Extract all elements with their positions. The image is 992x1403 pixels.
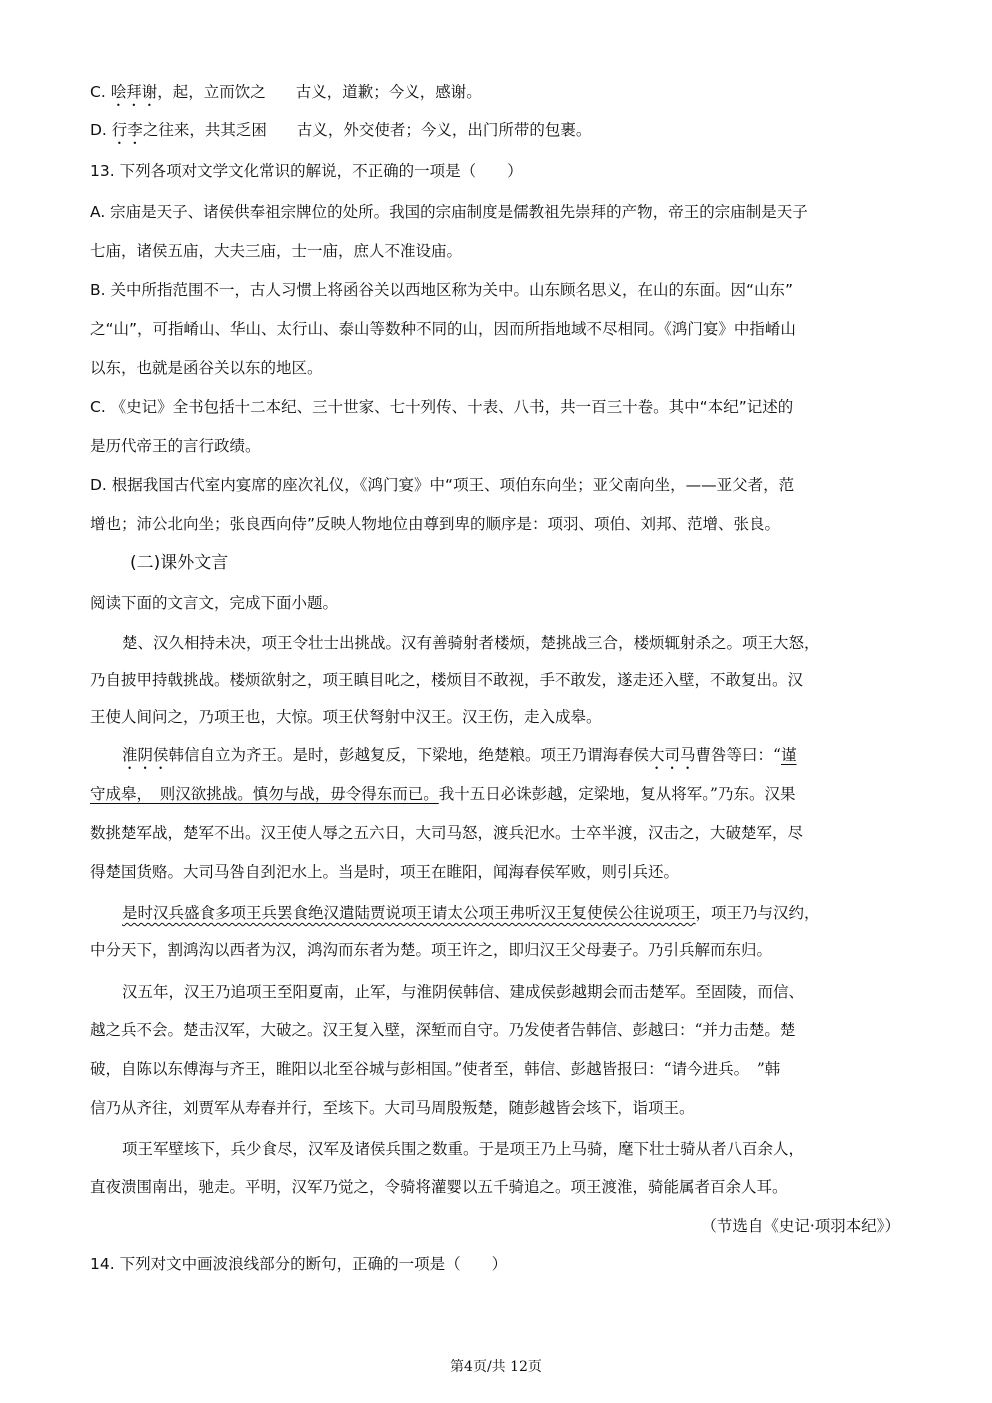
dotted-term: 行李 [111,121,143,139]
passage-line [90,783,795,805]
passage-line [122,744,797,773]
passage-line: 得楚国货赂。大司马咎自刭汜水上。当是时，项王在睢阳，闻海春侯军败，则引兵还。 [90,863,680,881]
passage-line: 王使人间问之，乃项王也，大惊。项王伏弩射中汉王。汉王伤，走入成皋。 [90,708,602,726]
dotted-term: 哙拜谢 [110,83,158,101]
q13-option-c-line: C. 《史记》全书包括十二本纪、三十世家、七十列传、十表、八书，共一百三十卷。其中“本纪”记述的 [90,398,794,416]
q13-stem: 13. 下列各项对文学文化常识的解说，不正确的一项是（ ） [90,162,523,180]
option-text: ，起，立而饮之 [157,83,266,101]
section-instruction: 阅读下面的文言文，完成下面小题。 [90,594,339,612]
option-gloss: 古义，道歉；今义，感谢。 [295,83,482,101]
section-heading: (二)课外文言 [130,553,229,573]
q12-option-d [90,119,591,148]
passage-line: 汉五年，汉王乃追项王至阳夏南，止军，与淮阴侯韩信、建成侯彭越期会而击楚军。至固陵，而信、 [122,983,805,1001]
passage-line: 越之兵不会。楚击汉军，大破之。汉王复入壁，深堑而自守。乃发使者告韩信、彭越曰：“并力击楚。楚 [90,1021,796,1039]
page-number: 第4页/共 12页 [450,1359,542,1375]
underlined-sentence: 守成皋， 则汉欲挑战。慎勿与战，毋令得东而已。 [90,785,439,803]
option-label: C. [90,83,111,101]
dotted-term: 大司马 [649,746,696,764]
passage-line: 直夜溃围南出，驰走。平明，汉军乃觉之，令骑将灌婴以五千骑追之。项王渡淮，骑能属者百余人耳。 [90,1178,788,1196]
passage-text: ，项王乃与汉约， [695,904,820,922]
option-text: 之往来，共其乏困 [142,121,267,139]
passage-line: 中分天下，割鸿沟以西者为汉，鸿沟而东者为楚。项王许之，即归汉王父母妻子。乃引兵解而东归。 [90,941,773,959]
q13-option-a-line: 七庙，诸侯五庙，大夫三庙，士一庙，庶人不准设庙。 [90,242,463,260]
dotted-term: 淮阴侯 [122,746,169,764]
passage-text: 曹咎等曰：“ [695,746,781,764]
passage-line: 数挑楚军战，楚军不出。汉王使人辱之五六日，大司马怒，渡兵汜水。士卒半渡，汉击之，大破楚军，尽 [90,824,804,842]
q13-option-d-line: 增也；沛公北向坐；张良西向侍”反映人物地位由尊到卑的顺序是：项羽、项伯、刘邦、范增、张良。 [90,515,781,533]
passage-line [122,902,820,924]
q13-option-c-line: 是历代帝王的言行政绩。 [90,437,261,455]
q14-stem: 14. 下列对文中画波浪线部分的断句，正确的一项是（ ） [90,1255,508,1273]
passage-line: 乃自披甲持戟挑战。楼烦欲射之，项王瞋目叱之，楼烦目不敢视，手不敢发，遂走还入壁，不敢复出。汉 [90,671,804,689]
q12-option-c [90,81,482,110]
q13-option-a-line: A. 宗庙是天子、诸侯供奉祖宗牌位的处所。我国的宗庙制度是儒教祖先崇拜的产物，帝王的宗庙制是天子 [90,203,808,221]
passage-text: 韩信自立为齐王。是时，彭越复反，下梁地，绝楚粮。项王乃谓海春侯 [168,746,650,764]
q13-option-b-line: 之“山”，可指崤山、华山、太行山、泰山等数种不同的山，因而所指地域不尽相同。《鸿门宴》中指崤山 [90,320,796,338]
passage-line: 信乃从齐往，刘贾军从寿春并行，至垓下。大司马周殷叛楚，随彭越皆会垓下，诣项王。 [90,1099,695,1117]
passage-line: 项王军壁垓下，兵少食尽，汉军及诸侯兵围之数重。于是项王乃上马骑，麾下壮士骑从者八百余人， [122,1140,805,1158]
underlined-sentence: 谨 [780,746,797,764]
q13-option-d-line: D. 根据我国古代室内宴席的座次礼仪，《鸿门宴》中“项王、项伯东向坐；亚父南向坐，——亚父者，范 [90,476,795,494]
passage-text: 我十五日必诛彭越，定梁地，复从将军。”乃东。汉果 [438,785,796,803]
option-gloss: 古义，外交使者；今义，出门所带的包裹。 [296,121,592,139]
option-label: D. [90,121,112,139]
q13-option-b-line: 以东，也就是函谷关以东的地区。 [90,359,323,377]
passage-line: 破，自陈以东傅海与齐王，睢阳以北至谷城与彭相国。”使者至，韩信、彭越皆报曰：“请今进兵。 ”韩 [90,1060,781,1078]
passage-source: （节选自《史记·项羽本纪》） [701,1217,900,1235]
wavy-underlined-text: 是时汉兵盛食多项王兵罢食绝汉遣陆贾说项王请太公项王弗听汉王复使侯公往说项王 [122,904,696,922]
q13-option-b-line: B. 关中所指范围不一，古人习惯上将函谷关以西地区称为关中。山东顾名思义，在山的东面。因“山东” [90,281,794,299]
passage-line: 楚、汉久相持未决，项王令壮士出挑战。汉有善骑射者楼烦，楚挑战三合，楼烦辄射杀之。项王大怒， [122,634,820,652]
